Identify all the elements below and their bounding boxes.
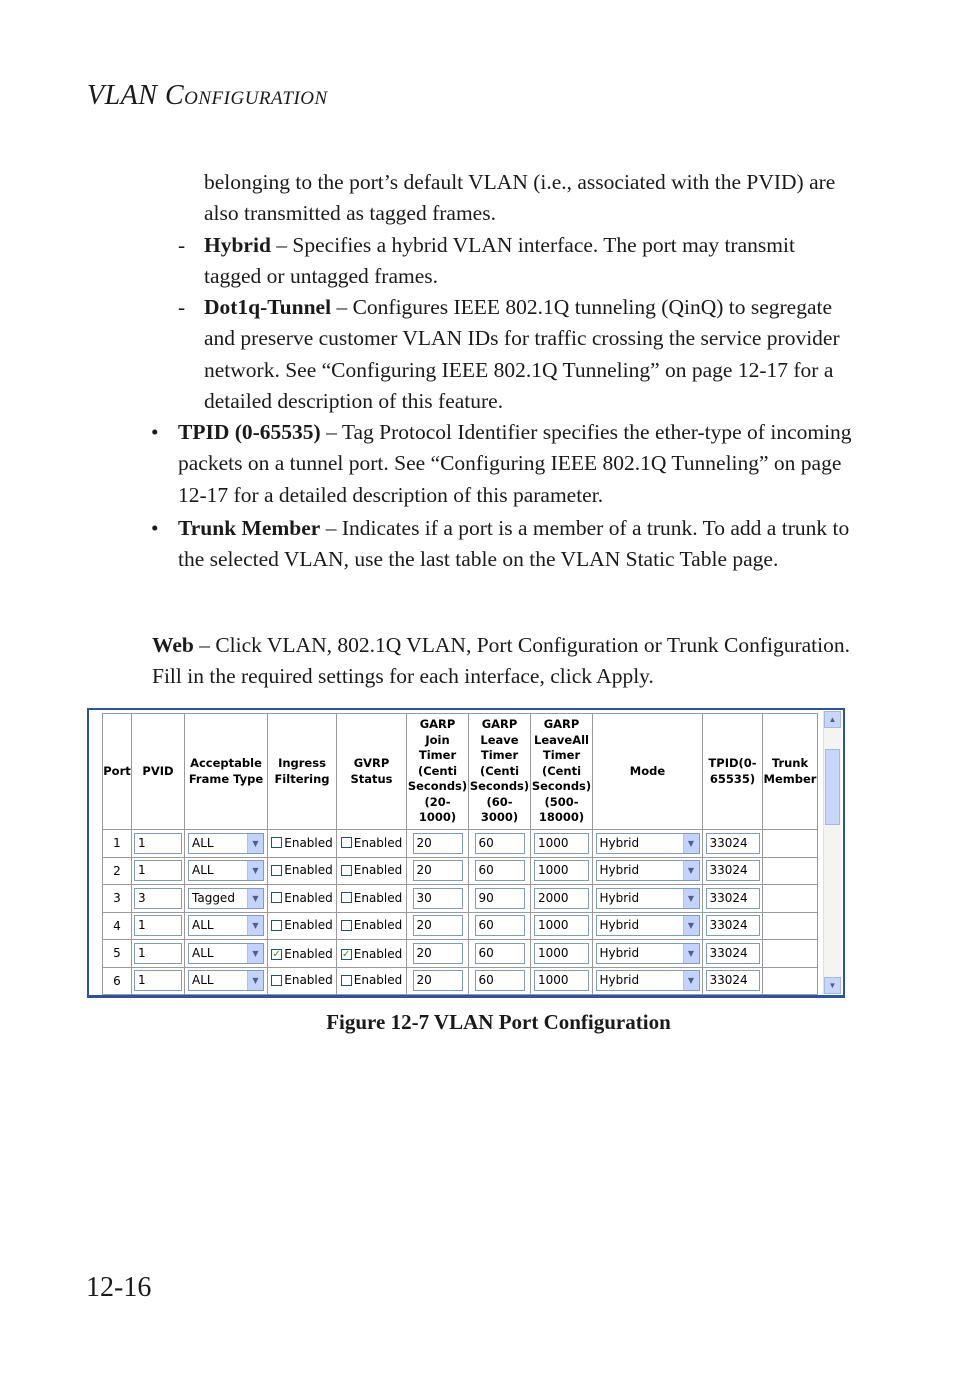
frame-type-select-value: ALL bbox=[192, 973, 214, 988]
garp-leave-cell bbox=[469, 857, 531, 885]
vertical-scrollbar[interactable] bbox=[823, 711, 841, 994]
checkbox-label: Enabled bbox=[284, 973, 333, 987]
garp-leaveall-cell bbox=[531, 857, 593, 885]
web-paragraph bbox=[152, 630, 852, 693]
frame-type-select[interactable] bbox=[188, 915, 264, 936]
column-header-line: Seconds) bbox=[531, 779, 592, 794]
column-header-line: Port bbox=[103, 763, 131, 778]
column-header-line: GARP bbox=[481, 717, 518, 732]
column-header-line: Acceptable bbox=[190, 756, 262, 770]
port-cell: 2 bbox=[103, 857, 132, 885]
column-header-line: Filtering bbox=[274, 771, 330, 786]
checkbox[interactable] bbox=[271, 892, 282, 903]
column-header bbox=[268, 714, 337, 830]
ingress-cell bbox=[268, 857, 337, 885]
frame-type-cell bbox=[185, 830, 268, 858]
checkbox[interactable]: ✓ bbox=[272, 948, 281, 960]
gvrp-cell bbox=[337, 967, 407, 995]
tpid-term: TPID (0-65535) bbox=[178, 420, 321, 444]
checkbox[interactable] bbox=[271, 975, 282, 986]
figure-caption: Figure 12-7 VLAN Port Configuration bbox=[326, 1010, 671, 1034]
ingress-filtering-checkbox[interactable] bbox=[271, 891, 333, 905]
checkbox[interactable] bbox=[341, 837, 352, 848]
column-header-line: Mode bbox=[629, 763, 666, 778]
pvid-input[interactable]: 1 bbox=[134, 833, 182, 854]
ingress-filtering-checkbox[interactable] bbox=[271, 973, 333, 987]
column-header-line: (20-1000) bbox=[418, 794, 457, 825]
column-header-line: (Centi bbox=[417, 763, 458, 778]
tpid-input[interactable]: 33024 bbox=[706, 915, 760, 936]
garp-leaveall-cell bbox=[531, 967, 593, 995]
column-header bbox=[337, 714, 407, 830]
mode-select-value: Hybrid bbox=[599, 890, 640, 905]
scroll-thumb[interactable] bbox=[825, 749, 840, 825]
ingress-cell bbox=[268, 912, 337, 940]
garp-leaveall-input[interactable]: 1000 bbox=[534, 915, 589, 936]
checkbox-label: Enabled bbox=[284, 835, 333, 850]
table-header-row bbox=[103, 714, 818, 830]
gvrp-status-checkbox[interactable] bbox=[341, 863, 403, 877]
checkbox-label: Enabled bbox=[353, 890, 403, 905]
page-number: 12-16 bbox=[86, 1272, 152, 1303]
frame-type-cell bbox=[185, 857, 268, 885]
trunk-member-cell bbox=[763, 967, 818, 995]
frame-type-select-value: ALL bbox=[192, 835, 214, 850]
garp-join-cell bbox=[407, 912, 469, 940]
garp-join-input[interactable]: 20 bbox=[413, 943, 463, 964]
checkbox[interactable] bbox=[271, 865, 282, 876]
mode-cell bbox=[593, 967, 703, 995]
trunk-text: – Indicates if a port is a member of a trunk. To add a trunk to the selected VLAN, use the last table on the VLAN Static Table page. bbox=[178, 516, 850, 572]
pvid-cell bbox=[132, 830, 185, 858]
frame-type-cell bbox=[185, 940, 268, 968]
column-header-line: Frame Type bbox=[188, 771, 264, 786]
gvrp-cell bbox=[337, 857, 407, 885]
ingress-filtering-checkbox[interactable] bbox=[271, 947, 333, 961]
trunk-member-cell bbox=[763, 912, 818, 940]
gvrp-status-checkbox[interactable] bbox=[341, 836, 403, 850]
tunnel-term: Dot1q-Tunnel bbox=[204, 295, 332, 319]
continuation-text: belonging to the port’s default VLAN (i.e., associated with the PVID) are also transmitted as tagged frames. bbox=[204, 170, 836, 226]
chevron-down-icon: ▼ bbox=[683, 916, 699, 935]
mode-select[interactable] bbox=[596, 860, 700, 881]
tunnel-text: – Configures IEEE 802.1Q tunneling (QinQ) to segregate and preserve customer VLAN IDs for traffic crossing the service provider network. See “Configuring IEEE 802.1Q Tunneling” on page 12-17 for a detailed description of this feature. bbox=[204, 295, 840, 414]
table-row bbox=[103, 885, 818, 913]
garp-leave-cell bbox=[469, 885, 531, 913]
checkbox-label: Enabled bbox=[284, 890, 333, 905]
chevron-down-icon: ▼ bbox=[247, 971, 263, 990]
frame-type-select[interactable] bbox=[188, 833, 264, 854]
trunk-member-cell bbox=[763, 885, 818, 913]
tpid-input[interactable]: 33024 bbox=[706, 860, 760, 881]
ingress-filtering-checkbox[interactable] bbox=[271, 918, 333, 932]
column-header-line: Timer bbox=[418, 748, 457, 763]
chevron-down-icon: ▼ bbox=[683, 834, 699, 853]
checkbox[interactable] bbox=[271, 837, 282, 848]
frame-type-select[interactable] bbox=[188, 943, 264, 964]
trunk-member-cell bbox=[763, 830, 818, 858]
table-body bbox=[103, 830, 818, 995]
garp-join-input[interactable]: 20 bbox=[413, 860, 463, 881]
trunk-term: Trunk Member bbox=[178, 516, 321, 540]
gvrp-status-checkbox[interactable] bbox=[341, 947, 403, 961]
chevron-down-icon: ▼ bbox=[683, 861, 699, 880]
running-head-big: VLAN C bbox=[87, 80, 185, 111]
column-header bbox=[703, 714, 763, 830]
checkbox[interactable] bbox=[341, 892, 352, 903]
table-row bbox=[103, 912, 818, 940]
port-cell: 4 bbox=[103, 912, 132, 940]
garp-join-cell bbox=[407, 885, 469, 913]
web-text: – Click VLAN, 802.1Q VLAN, Port Configuration or Trunk Configuration. Fill in the required settings for each interface, click Apply. bbox=[152, 633, 850, 689]
chevron-down-icon: ▼ bbox=[247, 916, 263, 935]
checkbox-label: Enabled bbox=[353, 973, 403, 987]
gvrp-cell bbox=[337, 885, 407, 913]
garp-leave-input[interactable]: 60 bbox=[475, 943, 525, 964]
garp-join-input[interactable]: 20 bbox=[413, 833, 463, 854]
hybrid-term: Hybrid bbox=[204, 233, 271, 257]
column-header-line: GVRP bbox=[353, 756, 390, 770]
column-header bbox=[469, 714, 531, 830]
garp-leaveall-input[interactable]: 1000 bbox=[534, 970, 589, 991]
mode-select[interactable] bbox=[596, 970, 700, 991]
column-header-line: Ingress bbox=[278, 756, 326, 770]
scroll-up-icon: ▲ bbox=[828, 715, 837, 724]
vlan-port-config-screenshot bbox=[87, 708, 845, 998]
frame-type-select-value: ALL bbox=[192, 945, 214, 960]
table-row bbox=[103, 830, 818, 858]
tpid-input[interactable]: 33024 bbox=[706, 970, 760, 991]
mode-select[interactable] bbox=[596, 833, 700, 854]
frame-type-select[interactable] bbox=[188, 888, 264, 909]
dash-marker: - bbox=[178, 233, 186, 257]
gvrp-status-checkbox[interactable] bbox=[341, 918, 403, 932]
chevron-down-icon: ▼ bbox=[247, 834, 263, 853]
column-header-line: Leave bbox=[480, 732, 519, 747]
tpid-cell bbox=[703, 885, 763, 913]
checkbox-label: Enabled bbox=[284, 918, 333, 932]
checkbox[interactable] bbox=[341, 975, 352, 986]
frame-type-select-value: ALL bbox=[192, 863, 214, 878]
pvid-cell bbox=[132, 857, 185, 885]
continuation-paragraph bbox=[204, 167, 854, 230]
mode-select-value: Hybrid bbox=[599, 973, 640, 988]
column-header-line: Status bbox=[350, 771, 393, 786]
column-header-line: Seconds) bbox=[407, 779, 468, 794]
tunnel-item bbox=[178, 292, 854, 418]
mode-cell bbox=[593, 830, 703, 858]
column-header-line: (500- bbox=[544, 794, 579, 809]
running-head bbox=[87, 80, 328, 112]
mode-select[interactable] bbox=[596, 943, 700, 964]
port-cell: 1 bbox=[103, 830, 132, 858]
mode-cell bbox=[593, 912, 703, 940]
column-header-line: GARP bbox=[543, 717, 580, 732]
port-cell: 6 bbox=[103, 967, 132, 995]
column-header-line: (60-3000) bbox=[480, 794, 519, 825]
trunk-member-cell bbox=[763, 940, 818, 968]
tpid-cell bbox=[703, 830, 763, 858]
column-header-line: (Centi bbox=[541, 763, 582, 778]
pvid-cell bbox=[132, 912, 185, 940]
checkbox-label: Enabled bbox=[284, 863, 333, 877]
gvrp-status-checkbox[interactable] bbox=[341, 973, 403, 987]
garp-join-input[interactable]: 20 bbox=[413, 915, 463, 936]
table-row bbox=[103, 857, 818, 885]
column-header-line: Timer bbox=[480, 748, 519, 763]
tpid-item bbox=[151, 417, 854, 511]
tpid-input[interactable]: 33024 bbox=[706, 943, 760, 964]
column-header bbox=[103, 714, 132, 830]
port-cell: 5 bbox=[103, 940, 132, 968]
table-row bbox=[103, 967, 818, 995]
column-header-line: Member bbox=[763, 771, 817, 786]
mode-select-value: Hybrid bbox=[599, 863, 640, 878]
pvid-cell bbox=[132, 940, 185, 968]
column-header-line: LeaveAll bbox=[534, 732, 589, 747]
garp-leave-input[interactable]: 60 bbox=[475, 860, 525, 881]
column-header-line: Trunk bbox=[771, 756, 809, 770]
gvrp-cell bbox=[337, 940, 407, 968]
frame-type-select[interactable] bbox=[188, 860, 264, 881]
mode-cell bbox=[593, 940, 703, 968]
chevron-down-icon: ▼ bbox=[247, 889, 263, 908]
checkbox[interactable]: ✓ bbox=[342, 948, 351, 960]
pvid-input[interactable]: 1 bbox=[134, 860, 182, 881]
scroll-up-button[interactable] bbox=[824, 711, 841, 728]
web-term: Web bbox=[152, 633, 194, 657]
checkbox[interactable] bbox=[341, 865, 352, 876]
chevron-down-icon: ▼ bbox=[247, 944, 263, 963]
running-head-small: ONFIGURATION bbox=[184, 88, 328, 109]
column-header-line: 65535) bbox=[709, 771, 756, 786]
pvid-input[interactable]: 1 bbox=[134, 943, 182, 964]
column-header-line: (Centi bbox=[479, 763, 520, 778]
garp-leaveall-input[interactable]: 1000 bbox=[534, 943, 589, 964]
frame-type-select[interactable] bbox=[188, 970, 264, 991]
column-header-line: PVID bbox=[142, 763, 174, 778]
garp-leaveall-input[interactable]: 2000 bbox=[534, 888, 589, 909]
garp-join-input[interactable]: 30 bbox=[413, 888, 463, 909]
column-header-line: 18000) bbox=[538, 810, 585, 825]
ingress-cell bbox=[268, 967, 337, 995]
checkbox-label: Enabled bbox=[353, 918, 403, 932]
chevron-down-icon: ▼ bbox=[247, 861, 263, 880]
chevron-down-icon: ▼ bbox=[683, 971, 699, 990]
ingress-cell bbox=[268, 830, 337, 858]
mode-select[interactable] bbox=[596, 915, 700, 936]
column-header bbox=[407, 714, 469, 830]
port-cell: 3 bbox=[103, 885, 132, 913]
garp-join-input[interactable]: 20 bbox=[413, 970, 463, 991]
column-header-line: Join bbox=[425, 732, 450, 747]
garp-join-cell bbox=[407, 940, 469, 968]
garp-leaveall-input[interactable]: 1000 bbox=[534, 860, 589, 881]
scroll-down-icon: ▼ bbox=[828, 981, 837, 990]
hybrid-item bbox=[178, 230, 854, 293]
bullet-marker: • bbox=[151, 420, 159, 444]
frame-type-select-value: ALL bbox=[192, 918, 214, 933]
tpid-cell bbox=[703, 967, 763, 995]
tpid-input[interactable]: 33024 bbox=[706, 888, 760, 909]
garp-join-cell bbox=[407, 967, 469, 995]
checkbox-label: Enabled bbox=[284, 947, 333, 961]
bullet-marker: • bbox=[151, 516, 159, 540]
pvid-input[interactable]: 1 bbox=[134, 970, 182, 991]
ingress-filtering-checkbox[interactable] bbox=[271, 863, 333, 877]
garp-leave-input[interactable]: 90 bbox=[475, 888, 525, 909]
mode-select-value: Hybrid bbox=[599, 918, 640, 933]
column-header bbox=[185, 714, 268, 830]
garp-leave-cell bbox=[469, 830, 531, 858]
garp-leave-input[interactable]: 60 bbox=[475, 915, 525, 936]
mode-cell bbox=[593, 857, 703, 885]
garp-leave-input[interactable]: 60 bbox=[475, 970, 525, 991]
checkbox-label: Enabled bbox=[353, 947, 403, 961]
trunk-member-cell bbox=[763, 857, 818, 885]
garp-join-cell bbox=[407, 830, 469, 858]
pvid-input[interactable]: 1 bbox=[134, 915, 182, 936]
pvid-cell bbox=[132, 885, 185, 913]
tpid-input[interactable]: 33024 bbox=[706, 833, 760, 854]
gvrp-cell bbox=[337, 912, 407, 940]
dash-marker: - bbox=[178, 295, 186, 319]
garp-leave-cell bbox=[469, 912, 531, 940]
column-header bbox=[593, 714, 703, 830]
frame-type-cell bbox=[185, 912, 268, 940]
gvrp-status-checkbox[interactable] bbox=[341, 891, 403, 905]
chevron-down-icon: ▼ bbox=[683, 889, 699, 908]
mode-select[interactable] bbox=[596, 888, 700, 909]
garp-leave-input[interactable]: 60 bbox=[475, 833, 525, 854]
column-header bbox=[763, 714, 818, 830]
checkbox[interactable] bbox=[341, 920, 352, 931]
table-row bbox=[103, 940, 818, 968]
checkbox-label: Enabled bbox=[353, 835, 403, 850]
garp-leaveall-cell bbox=[531, 940, 593, 968]
gvrp-cell bbox=[337, 830, 407, 858]
column-header-line: Timer bbox=[542, 748, 581, 763]
mode-cell bbox=[593, 885, 703, 913]
garp-leaveall-cell bbox=[531, 885, 593, 913]
mode-select-value: Hybrid bbox=[599, 945, 640, 960]
port-config-table bbox=[102, 713, 818, 995]
tpid-cell bbox=[703, 940, 763, 968]
column-header bbox=[132, 714, 185, 830]
trunk-item bbox=[151, 513, 854, 576]
ingress-cell bbox=[268, 885, 337, 913]
garp-leaveall-input[interactable]: 1000 bbox=[534, 833, 589, 854]
frame-type-cell bbox=[185, 967, 268, 995]
pvid-input[interactable]: 3 bbox=[134, 888, 182, 909]
mode-select-value: Hybrid bbox=[599, 835, 640, 850]
garp-leave-cell bbox=[469, 967, 531, 995]
ingress-filtering-checkbox[interactable] bbox=[271, 836, 333, 850]
ingress-cell bbox=[268, 940, 337, 968]
frame-type-cell bbox=[185, 885, 268, 913]
garp-leaveall-cell bbox=[531, 912, 593, 940]
checkbox[interactable] bbox=[271, 920, 282, 931]
garp-join-cell bbox=[407, 857, 469, 885]
scroll-down-button[interactable] bbox=[824, 977, 841, 994]
column-header-line: GARP bbox=[419, 717, 456, 732]
column-header-line: TPID(0- bbox=[708, 756, 757, 770]
garp-leaveall-cell bbox=[531, 830, 593, 858]
garp-leave-cell bbox=[469, 940, 531, 968]
frame-type-select-value: Tagged bbox=[192, 890, 235, 905]
pvid-cell bbox=[132, 967, 185, 995]
tpid-text: – Tag Protocol Identifier specifies the ether-type of incoming packets on a tunnel port. See “Configuring IEEE 802.1Q Tunneling” on page 12-17 for a detailed description of this parameter. bbox=[178, 420, 852, 507]
hybrid-text: – Specifies a hybrid VLAN interface. The port may transmit tagged or untagged frames. bbox=[204, 233, 795, 289]
column-header bbox=[531, 714, 593, 830]
chevron-down-icon: ▼ bbox=[683, 944, 699, 963]
tpid-cell bbox=[703, 857, 763, 885]
checkbox-label: Enabled bbox=[353, 863, 403, 877]
tpid-cell bbox=[703, 912, 763, 940]
column-header-line: Seconds) bbox=[469, 779, 530, 794]
